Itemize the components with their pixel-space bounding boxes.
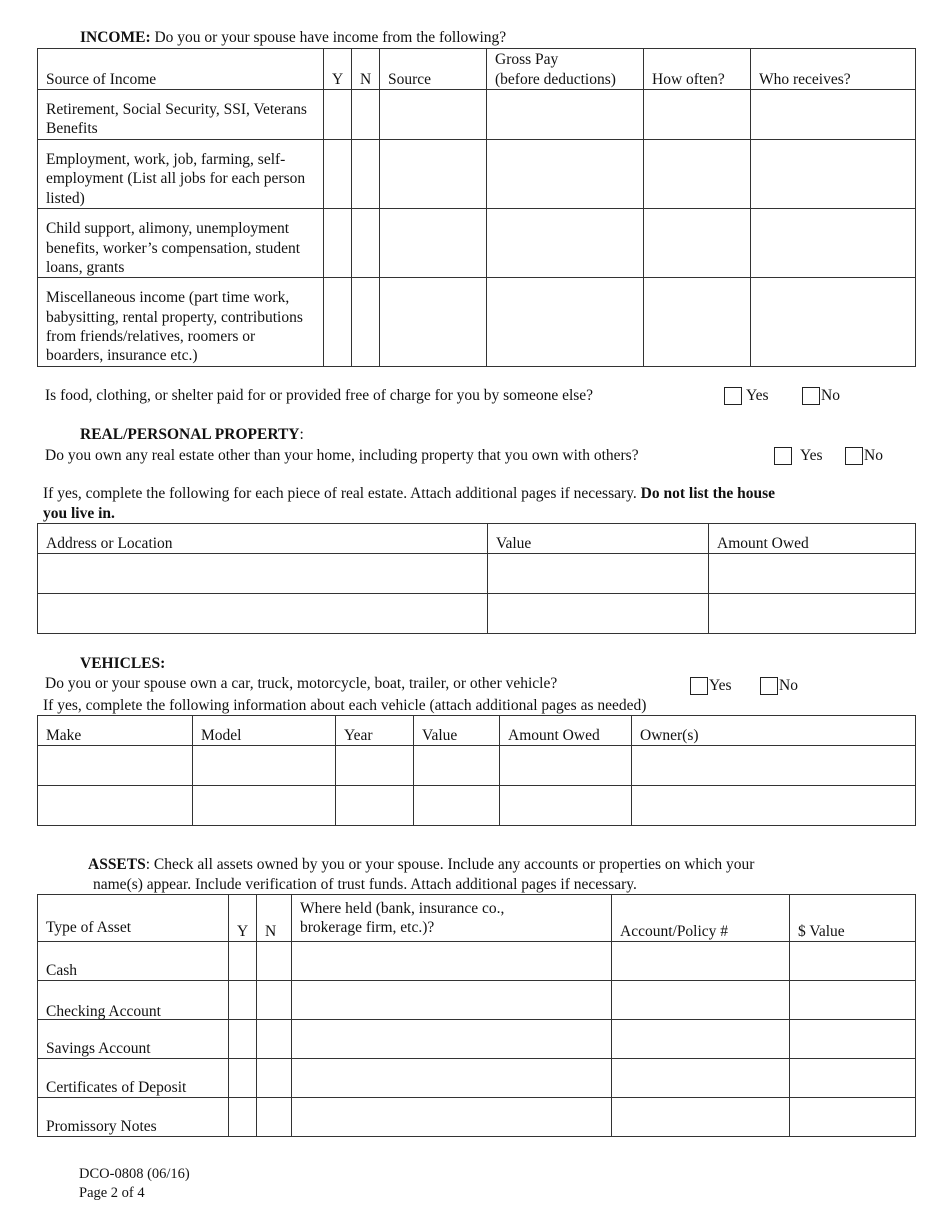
food-yes-option[interactable]: Yes xyxy=(724,387,769,410)
food-no-option[interactable]: No xyxy=(802,387,840,410)
value-cell[interactable] xyxy=(790,1020,916,1059)
n-cell[interactable] xyxy=(257,981,292,1020)
y-cell[interactable] xyxy=(324,90,352,140)
vehicles-instruction: If yes, complete the following information about each vehicle (attach additional pages as needed) xyxy=(43,697,647,714)
n-cell[interactable] xyxy=(352,209,380,278)
header-model: Model xyxy=(193,716,336,746)
header-y: Y xyxy=(229,895,257,942)
header-how-often: How often? xyxy=(644,49,751,90)
account-cell[interactable] xyxy=(612,942,790,981)
model-cell[interactable] xyxy=(193,746,336,786)
income-row-label: Employment, work, job, farming, self-employment (List all jobs for each person listed) xyxy=(38,140,324,209)
where-held-cell[interactable] xyxy=(292,1020,612,1059)
who-receives-cell[interactable] xyxy=(751,209,916,278)
assets-header-row xyxy=(38,895,916,942)
property-instruction: If yes, complete the following for each piece of real estate. Attach additional pages if necessary. Do not list the house xyxy=(43,485,776,502)
assets-heading-cont: name(s) appear. Include verification of trust funds. Attach additional pages if necessary. xyxy=(93,876,637,893)
n-cell[interactable] xyxy=(257,1098,292,1137)
income-row-label: Miscellaneous income (part time work, babysitting, rental property, contributions from friends/relatives, roomers or boarders, insurance etc.) xyxy=(38,278,324,367)
food-question: Is food, clothing, or shelter paid for or provided free of charge for you by someone else? xyxy=(45,387,594,404)
header-gross-pay: Gross Pay (before deductions) xyxy=(487,49,644,90)
header-n: N xyxy=(352,49,380,90)
header-source-of-income: Source of Income xyxy=(38,49,324,90)
amount-owed-cell[interactable] xyxy=(500,786,632,826)
header-source: Source xyxy=(380,49,487,90)
header-make: Make xyxy=(38,716,193,746)
n-cell[interactable] xyxy=(257,942,292,981)
address-cell[interactable] xyxy=(38,594,488,634)
source-cell[interactable] xyxy=(380,140,487,209)
property-question: Do you own any real estate other than your home, including property that you own with others? xyxy=(45,447,639,464)
make-cell[interactable] xyxy=(38,786,193,826)
form-id: DCO-0808 (06/16) xyxy=(79,1166,190,1182)
gross-pay-cell[interactable] xyxy=(487,278,644,367)
asset-type-label: Cash xyxy=(38,942,229,981)
table-row xyxy=(38,140,916,209)
property-no-option[interactable]: No xyxy=(845,447,883,470)
header-address: Address or Location xyxy=(38,524,488,554)
who-receives-cell[interactable] xyxy=(751,90,916,140)
amount-owed-cell[interactable] xyxy=(709,554,916,594)
asset-type-label: Checking Account xyxy=(38,981,229,1020)
header-type-of-asset: Type of Asset xyxy=(38,895,229,942)
checkbox-icon[interactable] xyxy=(774,447,792,465)
header-value: $ Value xyxy=(790,895,916,942)
asset-type-label: Promissory Notes xyxy=(38,1098,229,1137)
table-row xyxy=(38,942,916,981)
page-number: Page 2 of 4 xyxy=(79,1185,145,1201)
value-cell[interactable] xyxy=(790,981,916,1020)
table-row xyxy=(38,746,916,786)
property-instruction-cont: you live in. xyxy=(43,505,115,522)
checkbox-icon[interactable] xyxy=(724,387,742,405)
header-amount-owed: Amount Owed xyxy=(500,716,632,746)
header-amount-owed: Amount Owed xyxy=(709,524,916,554)
source-cell[interactable] xyxy=(380,278,487,367)
value-cell[interactable] xyxy=(488,594,709,634)
vehicles-heading: VEHICLES: xyxy=(80,655,166,672)
income-row-label: Child support, alimony, unemployment benefits, worker’s compensation, student loans, grants xyxy=(38,209,324,278)
owners-cell[interactable] xyxy=(632,746,916,786)
y-cell[interactable] xyxy=(229,942,257,981)
table-row xyxy=(38,594,916,634)
income-table xyxy=(37,48,916,367)
source-cell[interactable] xyxy=(380,90,487,140)
value-cell[interactable] xyxy=(488,554,709,594)
vehicles-table xyxy=(37,715,916,826)
checkbox-icon[interactable] xyxy=(802,387,820,405)
table-row xyxy=(38,1059,916,1098)
asset-type-label: Savings Account xyxy=(38,1020,229,1059)
source-cell[interactable] xyxy=(380,209,487,278)
amount-owed-cell[interactable] xyxy=(500,746,632,786)
year-cell[interactable] xyxy=(336,786,414,826)
income-heading: INCOME: Do you or your spouse have income from the following? xyxy=(80,29,507,46)
checkbox-icon[interactable] xyxy=(845,447,863,465)
account-cell[interactable] xyxy=(612,981,790,1020)
account-cell[interactable] xyxy=(612,1098,790,1137)
y-cell[interactable] xyxy=(229,1059,257,1098)
income-row-label: Retirement, Social Security, SSI, Veterans Benefits xyxy=(38,90,324,140)
y-cell[interactable] xyxy=(324,209,352,278)
header-where-held: Where held (bank, insurance co., brokerage firm, etc.)? xyxy=(292,895,612,942)
amount-owed-cell[interactable] xyxy=(709,594,916,634)
table-row xyxy=(38,278,916,367)
y-cell[interactable] xyxy=(229,1020,257,1059)
real-estate-table xyxy=(37,523,916,634)
table-row xyxy=(38,1020,916,1059)
header-who-receives: Who receives? xyxy=(751,49,916,90)
y-cell[interactable] xyxy=(324,278,352,367)
vehicles-no-option[interactable]: No xyxy=(760,677,798,700)
header-y: Y xyxy=(324,49,352,90)
where-held-cell[interactable] xyxy=(292,1098,612,1137)
year-cell[interactable] xyxy=(336,746,414,786)
where-held-cell[interactable] xyxy=(292,1059,612,1098)
account-cell[interactable] xyxy=(612,1020,790,1059)
who-receives-cell[interactable] xyxy=(751,278,916,367)
model-cell[interactable] xyxy=(193,786,336,826)
vehicles-header-row xyxy=(38,716,916,746)
owners-cell[interactable] xyxy=(632,786,916,826)
income-header-row xyxy=(38,49,916,90)
gross-pay-cell[interactable] xyxy=(487,90,644,140)
table-row xyxy=(38,1098,916,1137)
assets-table xyxy=(37,894,916,1137)
value-cell[interactable] xyxy=(414,746,500,786)
how-often-cell[interactable] xyxy=(644,140,751,209)
assets-heading: ASSETS: Check all assets owned by you or your spouse. Include any accounts or properties on which your xyxy=(88,856,755,873)
n-cell[interactable] xyxy=(257,1059,292,1098)
asset-type-label: Certificates of Deposit xyxy=(38,1059,229,1098)
vehicles-question: Do you or your spouse own a car, truck, motorcycle, boat, trailer, or other vehicle? xyxy=(45,675,558,692)
y-cell[interactable] xyxy=(324,140,352,209)
header-account: Account/Policy # xyxy=(612,895,790,942)
n-cell[interactable] xyxy=(352,90,380,140)
header-year: Year xyxy=(336,716,414,746)
y-cell[interactable] xyxy=(229,981,257,1020)
table-row xyxy=(38,786,916,826)
table-row xyxy=(38,209,916,278)
make-cell[interactable] xyxy=(38,746,193,786)
where-held-cell[interactable] xyxy=(292,942,612,981)
header-n: N xyxy=(257,895,292,942)
who-receives-cell[interactable] xyxy=(751,140,916,209)
property-heading: REAL/PERSONAL PROPERTY: xyxy=(80,426,304,443)
gross-pay-cell[interactable] xyxy=(487,209,644,278)
how-often-cell[interactable] xyxy=(644,90,751,140)
value-cell[interactable] xyxy=(790,942,916,981)
n-cell[interactable] xyxy=(352,140,380,209)
value-cell[interactable] xyxy=(790,1059,916,1098)
address-cell[interactable] xyxy=(38,554,488,594)
table-row xyxy=(38,90,916,140)
y-cell[interactable] xyxy=(229,1098,257,1137)
table-row xyxy=(38,554,916,594)
value-cell[interactable] xyxy=(790,1098,916,1137)
where-held-cell[interactable] xyxy=(292,981,612,1020)
n-cell[interactable] xyxy=(257,1020,292,1059)
gross-pay-cell[interactable] xyxy=(487,140,644,209)
header-owners: Owner(s) xyxy=(632,716,916,746)
table-row xyxy=(38,981,916,1020)
vehicles-yes-option[interactable]: Yes xyxy=(690,677,732,700)
header-value: Value xyxy=(488,524,709,554)
header-value: Value xyxy=(414,716,500,746)
how-often-cell[interactable] xyxy=(644,278,751,367)
value-cell[interactable] xyxy=(414,786,500,826)
checkbox-icon[interactable] xyxy=(760,677,778,695)
real-estate-header-row xyxy=(38,524,916,554)
how-often-cell[interactable] xyxy=(644,209,751,278)
account-cell[interactable] xyxy=(612,1059,790,1098)
checkbox-icon[interactable] xyxy=(690,677,708,695)
n-cell[interactable] xyxy=(352,278,380,367)
property-yes-option[interactable]: Yes xyxy=(774,447,823,470)
